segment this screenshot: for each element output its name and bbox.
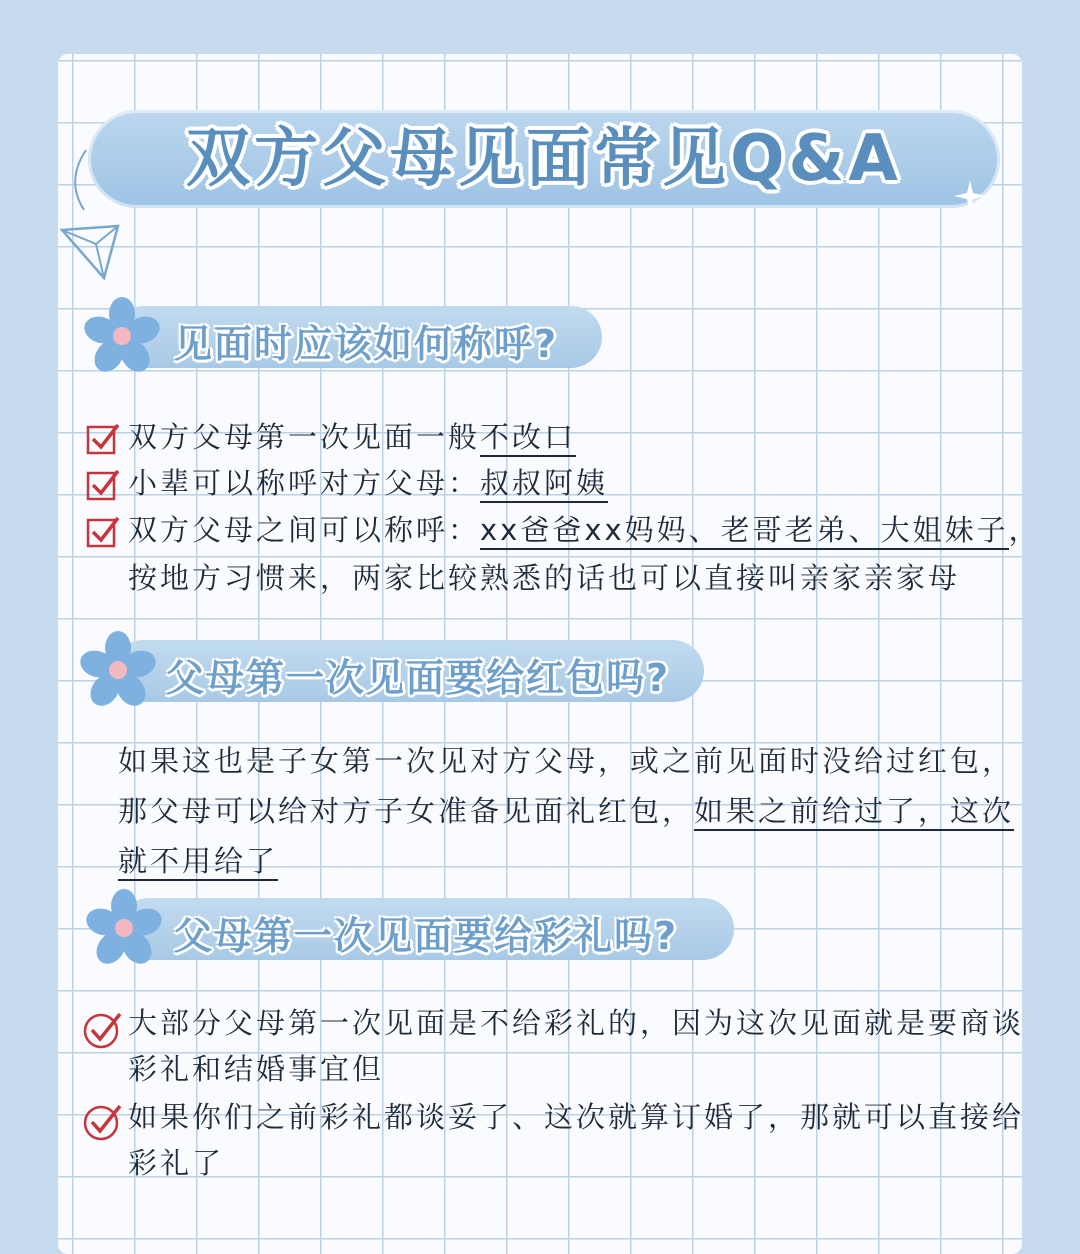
list-item — [128, 414, 576, 460]
section-heading: 父母第一次见面要给彩礼吗? — [174, 914, 679, 958]
list-item-continuation: 彩礼了 — [128, 1146, 225, 1180]
checkbox-check-icon — [86, 467, 120, 501]
list-item — [128, 460, 608, 506]
section-heading: 见面时应该如何称呼? — [174, 322, 559, 366]
paper-plane-icon — [56, 148, 126, 288]
paragraph-highlight: 就不用给了 — [118, 844, 278, 881]
item-highlight: 不改口 — [480, 420, 576, 457]
item-highlight: 叔叔阿姨 — [480, 466, 608, 503]
circle-check-icon — [82, 1008, 124, 1050]
sparkle-icon — [952, 178, 988, 214]
flower-icon — [84, 888, 164, 968]
section-heading: 父母第一次见面要给红包吗? — [166, 656, 671, 700]
item-text: 小辈可以称呼对方父母： — [128, 466, 481, 500]
paragraph-highlight: 如果之前给过了，这次 — [694, 794, 1014, 831]
paragraph-text: 那父母可以给对方子女准备见面礼红包， — [118, 794, 695, 828]
flower-icon — [78, 630, 158, 710]
item-tail: ， — [1008, 513, 1041, 547]
circle-check-icon — [82, 1100, 124, 1142]
list-item-continuation: 按地方习惯来，两家比较熟悉的话也可以直接叫亲家亲家母 — [128, 561, 961, 595]
item-highlight: xx爸爸xx妈妈、老哥老弟、大姐妹子 — [480, 513, 1009, 550]
item-text: 双方父母第一次见面一般 — [128, 420, 481, 454]
checkbox-check-icon — [86, 421, 120, 455]
list-item — [128, 507, 1041, 553]
paragraph-line — [118, 788, 1014, 834]
paragraph-line — [118, 838, 278, 884]
item-text: 双方父母之间可以称呼： — [128, 513, 481, 547]
checkbox-check-icon — [86, 514, 120, 548]
flower-icon — [82, 296, 162, 376]
list-item-continuation: 彩礼和结婚事宜但 — [128, 1052, 385, 1086]
page-title: 双方父母见面常见Q&A — [186, 122, 902, 196]
list-item: 大部分父母第一次见面是不给彩礼的，因为这次见面就是要商谈 — [128, 1006, 1025, 1040]
paragraph-line: 如果这也是子女第一次见对方父母，或之前见面时没给过红包， — [118, 744, 1015, 778]
list-item: 如果你们之前彩礼都谈妥了、这次就算订婚了，那就可以直接给 — [128, 1100, 1025, 1134]
